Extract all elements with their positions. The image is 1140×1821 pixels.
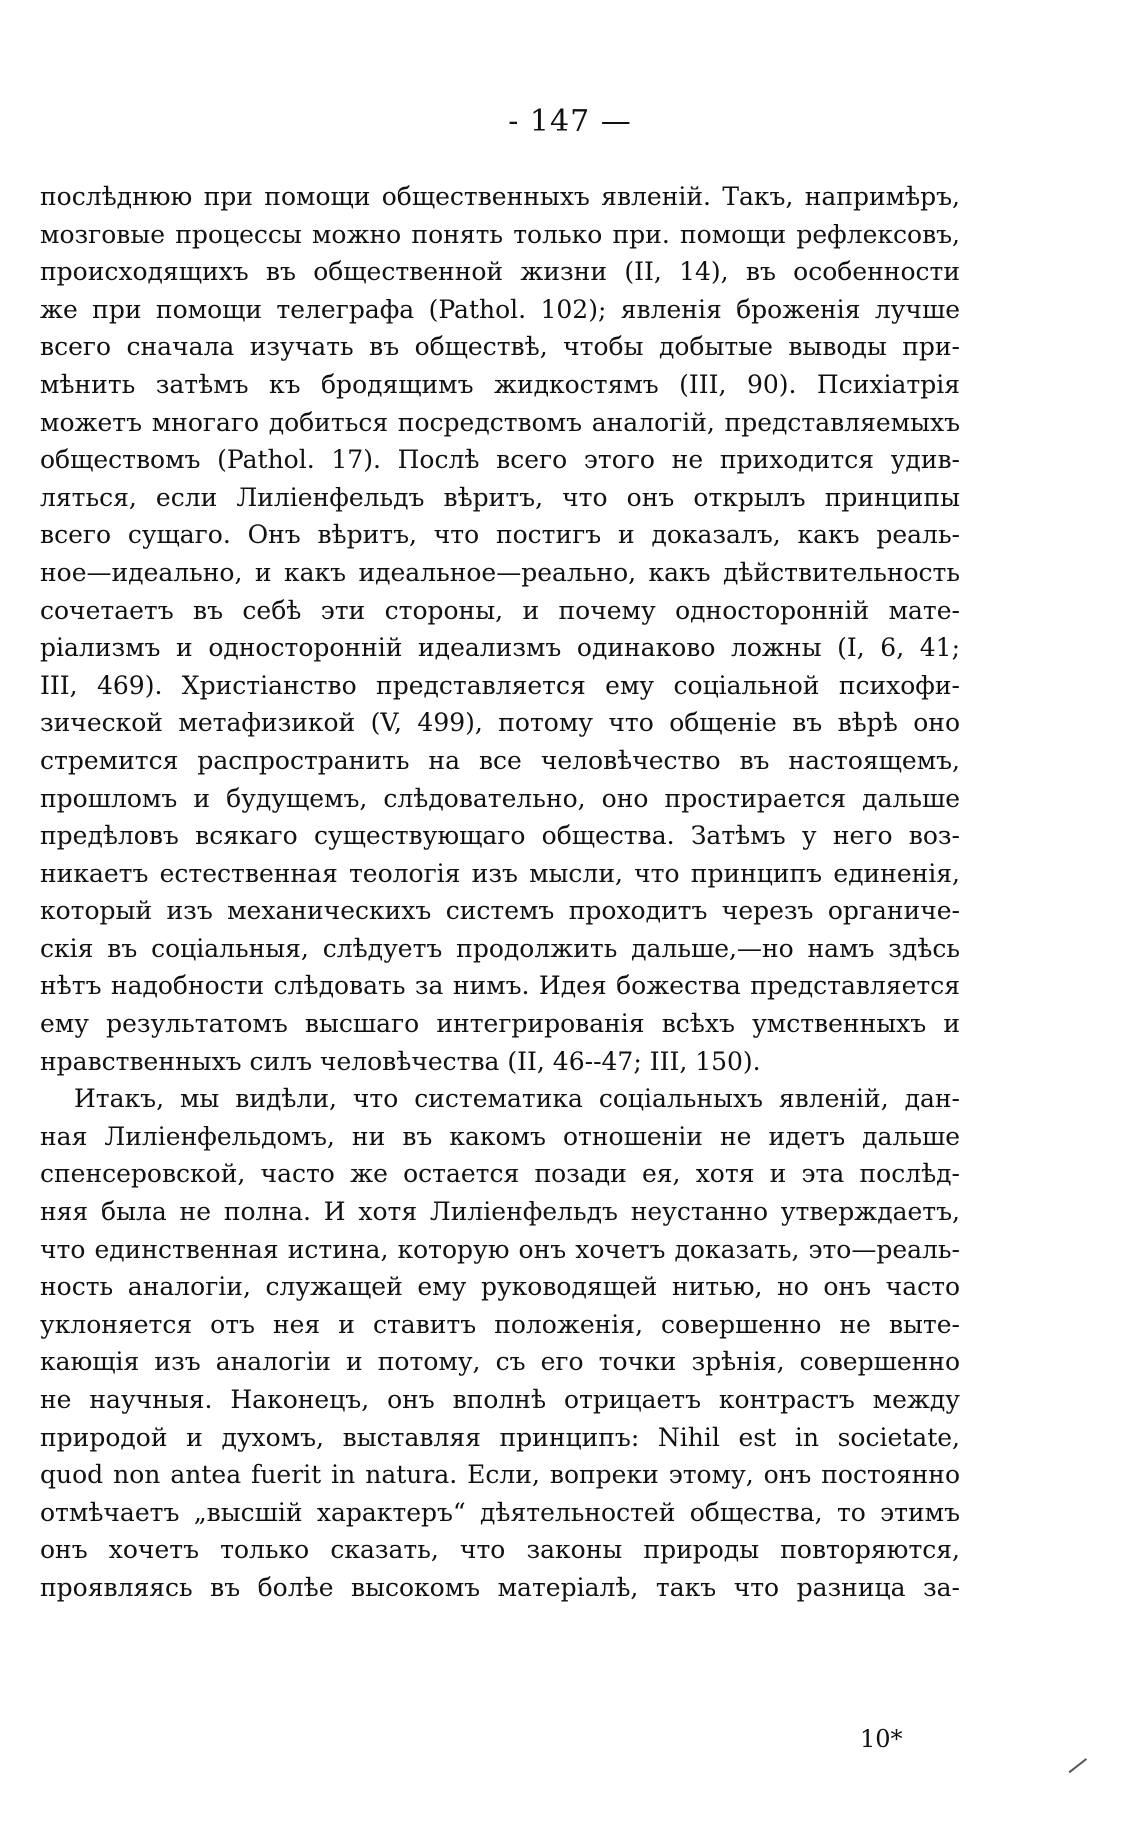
text-line: никаетъ естественная теологія изъ мысли, что принципъ единенія, (40, 858, 960, 888)
text-line: природой и духомъ, выставляя принципъ: Nihil est in societate, (40, 1422, 960, 1452)
text-line: ріализмъ и односторонній идеализмъ одинаково ложны (I, 6, 41; (40, 633, 960, 663)
pencil-mark-icon (1055, 1741, 1087, 1773)
text-line: нѣтъ надобности слѣдовать за нимъ. Идея божества представляется (40, 971, 960, 1001)
text-line: скія въ соціальныя, слѣдуетъ продолжить дальше,—но намъ здѣсь (40, 933, 960, 963)
text-line: няя была не полна. И хотя Лиліенфельдъ неустанно утверждаетъ, (40, 1197, 960, 1227)
paragraph-start-line: Итакъ, мы видѣли, что систематика соціальныхъ явленій, дан- (74, 1084, 960, 1114)
signature-mark: 10* (860, 1725, 903, 1753)
text-line: ему результатомъ высшаго интегрированія всѣхъ умственныхъ и (40, 1009, 960, 1039)
text-line: проявляясь въ болѣе высокомъ матеріалѣ, такъ что разница за- (40, 1572, 960, 1602)
text-line: кающія изъ аналогіи и потому, съ его точки зрѣнія, совершенно (40, 1347, 960, 1377)
text-line: сочетаетъ въ себѣ эти стороны, и почему односторонній мате- (40, 595, 960, 625)
paragraph-end-line: нравственныхъ силъ человѣчества (II, 46--47; III, 150). (40, 1046, 761, 1076)
text-line: всего сначала изучать въ обществѣ, чтобы добытые выводы при- (40, 332, 960, 362)
text-line: отмѣчаетъ „высшій характеръ“ дѣятельностей общества, то этимъ (40, 1497, 960, 1527)
text-line: который изъ механическихъ системъ проходитъ черезъ органиче- (40, 896, 960, 926)
text-line: мѣнить затѣмъ къ бродящимъ жидкостямъ (III, 90). Психіатрія (40, 369, 960, 399)
text-line: ное—идеально, и какъ идеальное—реально, какъ дѣйствительность (40, 557, 960, 587)
text-line: послѣднюю при помощи общественныхъ явленій. Такъ, напримѣръ, (40, 182, 960, 211)
text-line: спенсеровской, часто же остается позади ея, хотя и эта послѣд- (40, 1159, 960, 1189)
text-line: прошломъ и будущемъ, слѣдовательно, оно простирается дальше (40, 783, 960, 813)
text-line: обществомъ (Pathol. 17). Послѣ всего этого не приходится удив- (40, 445, 960, 475)
body-text (40, 178, 960, 1607)
text-line: всего сущаго. Онъ вѣритъ, что постигъ и доказалъ, какъ реаль- (40, 520, 960, 550)
text-line: мозговые процессы можно понять только при. помощи рефлексовъ, (40, 219, 960, 249)
text-line: онъ хочетъ только сказать, что законы природы повторяются, (40, 1535, 960, 1565)
text-line: ная Лиліенфельдомъ, ни въ какомъ отношеніи не идетъ дальше (40, 1121, 960, 1151)
text-line: можетъ многаго добиться посредствомъ аналогій, представляемыхъ (40, 407, 960, 437)
text-line: предѣловъ всякаго существующаго общества. Затѣмъ у него воз- (40, 821, 960, 851)
text-line: происходящихъ въ общественной жизни (II, 14), въ особенности (40, 257, 960, 287)
text-line: стремится распространить на все человѣчество въ настоящемъ, (40, 745, 960, 775)
text-line: зической метафизикой (V, 499), потому что общеніе въ вѣрѣ оно (40, 708, 960, 738)
text-line: что единственная истина, которую онъ хочетъ доказать, это—реаль- (40, 1234, 960, 1264)
text-line: уклоняется отъ нея и ставитъ положенія, совершенно не выте- (40, 1309, 960, 1339)
page-number: - 147 — (508, 104, 632, 139)
text-line: ляться, если Лиліенфельдъ вѣритъ, что онъ открылъ принципы (40, 482, 960, 512)
text-line: же при помощи телеграфа (Pathol. 102); явленія броженія лучше (40, 294, 960, 324)
text-line: не научныя. Наконецъ, онъ вполнѣ отрицаетъ контрастъ между (40, 1385, 960, 1414)
text-line: quod non antea fuerit in natura. Если, вопреки этому, онъ постоянно (40, 1460, 960, 1490)
text-line: ность аналогіи, служащей ему руководящей нитью, но онъ часто (40, 1272, 960, 1302)
text-line: III, 469). Христіанство представляется ему соціальной психофи- (40, 670, 960, 700)
